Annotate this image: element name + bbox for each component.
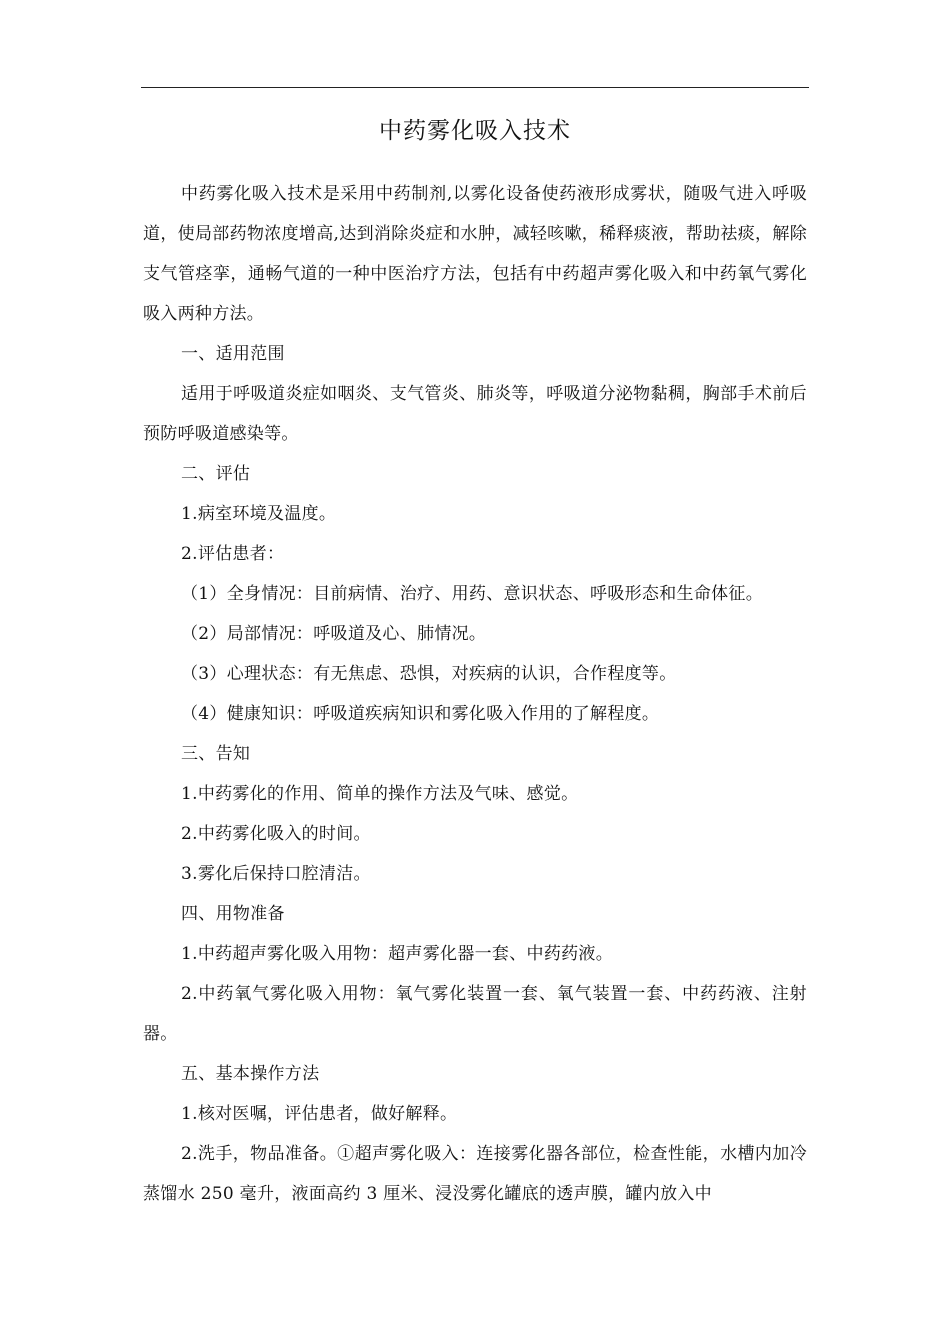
document-title: 中药雾化吸入技术	[379, 118, 571, 144]
assessment-subitem-3: （3）心理状态：有无焦虑、恐惧，对疾病的认识，合作程度等。	[181, 664, 677, 684]
assessment-subitem-4: （4）健康知识：呼吸道疾病知识和雾化吸入作用的了解程度。	[181, 704, 660, 724]
assessment-item-2: 2.评估患者：	[181, 544, 285, 564]
intro-paragraph: 中药雾化吸入技术是采用中药制剂,以雾化设备使药液形成雾状，随吸气进入呼吸道，使局部药物浓度增高,达到消除炎症和水肿，减轻咳嗽，稀释痰液，帮助祛痰，解除支气管痉挛，通畅气道的一种中医治疗方法，包括有中药超声雾化吸入和中药氧气雾化吸入两种方法。	[143, 184, 807, 324]
assessment-item-1: 1.病室环境及温度。	[181, 504, 337, 524]
inform-item-2: 2.中药雾化吸入的时间。	[181, 824, 371, 844]
header-rule	[141, 87, 809, 88]
supplies-item-2: 2.中药氧气雾化吸入用物：氧气雾化装置一套、氧气装置一套、中药药液、注射器。	[143, 984, 807, 1044]
section-heading-scope: 一、适用范围	[181, 344, 285, 364]
supplies-item-1: 1.中药超声雾化吸入用物：超声雾化器一套、中药药液。	[181, 944, 614, 964]
section-heading-procedure: 五、基本操作方法	[181, 1064, 320, 1084]
section-heading-inform: 三、告知	[181, 744, 251, 764]
assessment-subitem-1: （1）全身情况：目前病情、治疗、用药、意识状态、呼吸形态和生命体征。	[181, 584, 764, 604]
procedure-item-1: 1.核对医嘱，评估患者，做好解释。	[181, 1104, 458, 1124]
section-heading-supplies: 四、用物准备	[181, 904, 285, 924]
document-body	[143, 174, 807, 1214]
scope-paragraph: 适用于呼吸道炎症如咽炎、支气管炎、肺炎等，呼吸道分泌物黏稠，胸部手术前后预防呼吸道感染等。	[143, 384, 807, 444]
inform-item-3: 3.雾化后保持口腔清洁。	[181, 864, 371, 884]
inform-item-1: 1.中药雾化的作用、简单的操作方法及气味、感觉。	[181, 784, 579, 804]
procedure-item-2: 2.洗手，物品准备。①超声雾化吸入：连接雾化器各部位，检查性能，水槽内加冷蒸馏水 250 毫升，液面高约 3 厘米、浸没雾化罐底的透声膜，罐内放入中	[143, 1144, 807, 1204]
assessment-subitem-2: （2）局部情况：呼吸道及心、肺情况。	[181, 624, 487, 644]
section-heading-assessment: 二、评估	[181, 464, 251, 484]
